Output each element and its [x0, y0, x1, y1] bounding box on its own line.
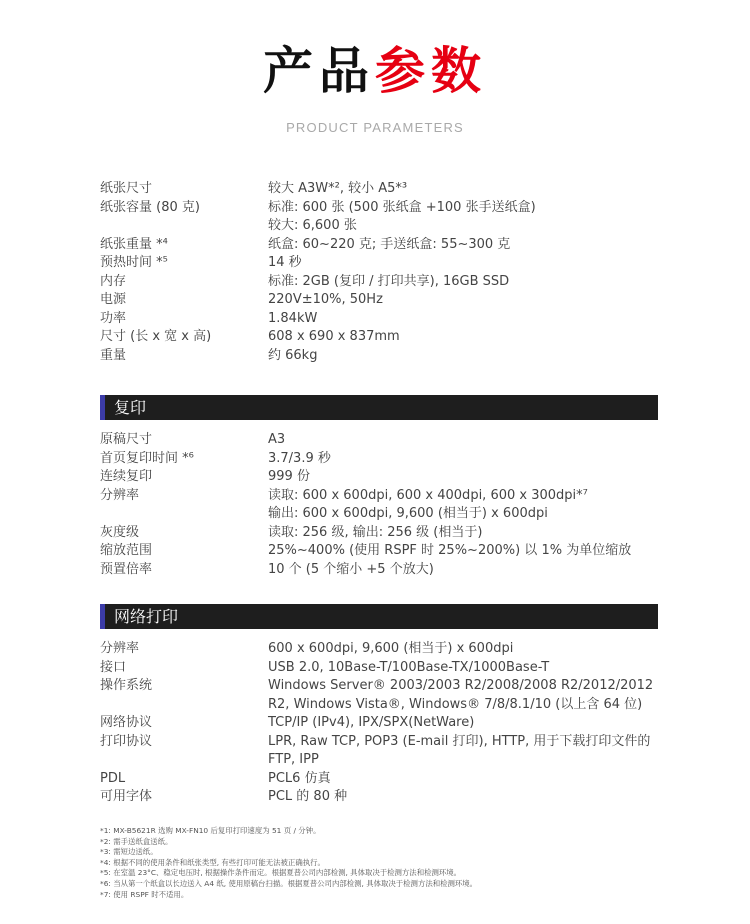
- spec-row: [100, 640, 660, 659]
- spec-key: 灰度级: [100, 524, 140, 540]
- spec-key: 接口: [100, 659, 127, 675]
- spec-row: [100, 788, 660, 807]
- spec-value: 608 x 690 x 837mm: [268, 329, 400, 344]
- spec-row: [100, 254, 660, 273]
- spec-value: 220V±10%, 50Hz: [268, 292, 383, 307]
- spec-row: [100, 487, 660, 506]
- spec-key: 缩放范围: [100, 543, 153, 558]
- page-subtitle: PRODUCT PARAMETERS: [286, 120, 464, 135]
- spec-value: 较大: 6,600 张: [268, 218, 357, 233]
- spec-value: 标准: 2GB (复印 / 打印共享), 16GB SSD: [268, 273, 510, 289]
- spec-value: PCL6 仿真: [268, 770, 331, 786]
- spec-row: [100, 714, 660, 733]
- spec-value: 纸盒: 60~220 克; 手送纸盒: 55~300 克: [268, 236, 511, 252]
- section-header-network-print: [100, 604, 658, 629]
- section-accent: [100, 395, 105, 420]
- footnote: *7: 使用 RSPF 时不适用。: [100, 889, 189, 899]
- section-title: 网络打印: [114, 607, 179, 626]
- spec-row: [100, 180, 660, 199]
- spec-row: [100, 310, 660, 329]
- spec-key: 打印协议: [100, 733, 153, 749]
- spec-key: 分辨率: [100, 487, 140, 503]
- spec-value: 10 个 (5 个缩小 +5 个放大): [268, 561, 434, 577]
- spec-row: [100, 468, 660, 487]
- spec-value: Windows Server® 2003/2003 R2/2008/2008 R2/2012/2012 R2, Windows Vista®, Windows® 7/8/8.1/10 (以上含 64 位): [268, 678, 654, 712]
- spec-key: 连续复印: [100, 469, 153, 484]
- spec-value: USB 2.0, 10Base-T/100Base-TX/1000Base-T: [268, 659, 550, 675]
- footnote: *4: 根据不同的使用条件和纸张类型, 有些打印可能无法被正确执行。: [100, 857, 325, 867]
- footnote: *5: 在室温 23°C、稳定电压时, 根据操作条件而定。根据夏普公司内部检测, 具体取决于检测方法和检测环境。: [100, 868, 462, 878]
- spec-key: 网络协议: [100, 715, 153, 730]
- spec-row: [100, 542, 660, 561]
- print-specs: [100, 640, 660, 807]
- spec-row: [100, 217, 660, 236]
- spec-value: 3.7/3.9 秒: [268, 450, 331, 466]
- spec-key: 尺寸 (长 x 宽 x 高): [100, 329, 212, 344]
- spec-key: 首页复印时间 *⁶: [100, 450, 194, 466]
- page-title: [0, 38, 750, 104]
- footnote: *2: 需手送纸盒送纸。: [100, 836, 173, 846]
- spec-key: 分辨率: [100, 641, 140, 656]
- title-part-2: 参数: [375, 42, 487, 100]
- title-part-1: 产品: [263, 42, 375, 100]
- spec-value: 读取: 256 级, 输出: 256 级 (相当于): [268, 524, 483, 540]
- spec-key: 操作系统: [100, 678, 153, 693]
- spec-row: [100, 524, 660, 543]
- spec-row: [100, 328, 660, 347]
- spec-row: [100, 431, 660, 450]
- spec-row: [100, 450, 660, 469]
- spec-key: 纸张容量 (80 克): [100, 199, 200, 215]
- spec-row: [100, 505, 660, 524]
- spec-value: 999 份: [268, 469, 310, 484]
- spec-key: 重量: [100, 347, 127, 363]
- spec-row: [100, 273, 660, 292]
- spec-value: TCP/IP (IPv4), IPX/SPX(NetWare): [268, 715, 475, 730]
- general-specs: [100, 180, 660, 365]
- footnote: *6: 当从第一个纸盒以长边送入 A4 纸, 使用原稿台扫描。根据夏普公司内部检测, 具体取决于检测方法和检测环境。: [100, 878, 478, 888]
- spec-key: 原稿尺寸: [100, 432, 153, 447]
- spec-value: LPR, Raw TCP, POP3 (E-mail 打印), HTTP, 用于下载打印文件的 FTP, IPP: [268, 733, 651, 767]
- spec-value: A3: [268, 432, 286, 447]
- spec-key: 纸张重量 *⁴: [100, 236, 168, 252]
- spec-row: [100, 236, 660, 255]
- spec-key: 可用字体: [100, 789, 153, 804]
- footnote: *3: 需短边送纸。: [100, 847, 158, 857]
- spec-value: 1.84kW: [268, 310, 318, 326]
- spec-value: 较大 A3W*², 较小 A5*³: [268, 181, 408, 196]
- spec-key: 纸张尺寸: [100, 181, 153, 196]
- spec-key: 预热时间 *⁵: [100, 255, 168, 270]
- spec-row: [100, 561, 660, 580]
- spec-row: [100, 770, 660, 789]
- section-header-copy: [100, 395, 658, 420]
- section-accent: [100, 604, 105, 629]
- spec-key: 预置倍率: [100, 561, 153, 577]
- footnotes: [100, 826, 660, 900]
- footnote: *1: MX-B5621R 选购 MX-FN10 后复印打印速度为 51 页 / 分钟。: [100, 826, 321, 835]
- spec-value: 读取: 600 x 600dpi, 600 x 400dpi, 600 x 300dpi*⁷: [268, 487, 588, 503]
- spec-row: [100, 659, 660, 678]
- spec-row: [100, 199, 660, 218]
- spec-row: [100, 677, 660, 714]
- spec-key: 功率: [100, 310, 127, 326]
- section-title: 复印: [114, 398, 147, 417]
- spec-value: 25%~400% (使用 RSPF 时 25%~200%) 以 1% 为单位缩放: [268, 543, 632, 558]
- spec-value: 14 秒: [268, 255, 302, 270]
- spec-value: 输出: 600 x 600dpi, 9,600 (相当于) x 600dpi: [268, 506, 548, 521]
- spec-key: 内存: [100, 273, 127, 289]
- spec-key: 电源: [100, 292, 127, 307]
- spec-value: PCL 的 80 种: [268, 789, 348, 804]
- spec-value: 600 x 600dpi, 9,600 (相当于) x 600dpi: [268, 641, 514, 656]
- copy-specs: [100, 431, 660, 579]
- spec-row: [100, 733, 660, 770]
- spec-key: PDL: [100, 770, 126, 786]
- spec-row: [100, 347, 660, 366]
- spec-value: 标准: 600 张 (500 张纸盒 +100 张手送纸盒): [268, 199, 536, 215]
- spec-row: [100, 291, 660, 310]
- spec-value: 约 66kg: [268, 347, 318, 363]
